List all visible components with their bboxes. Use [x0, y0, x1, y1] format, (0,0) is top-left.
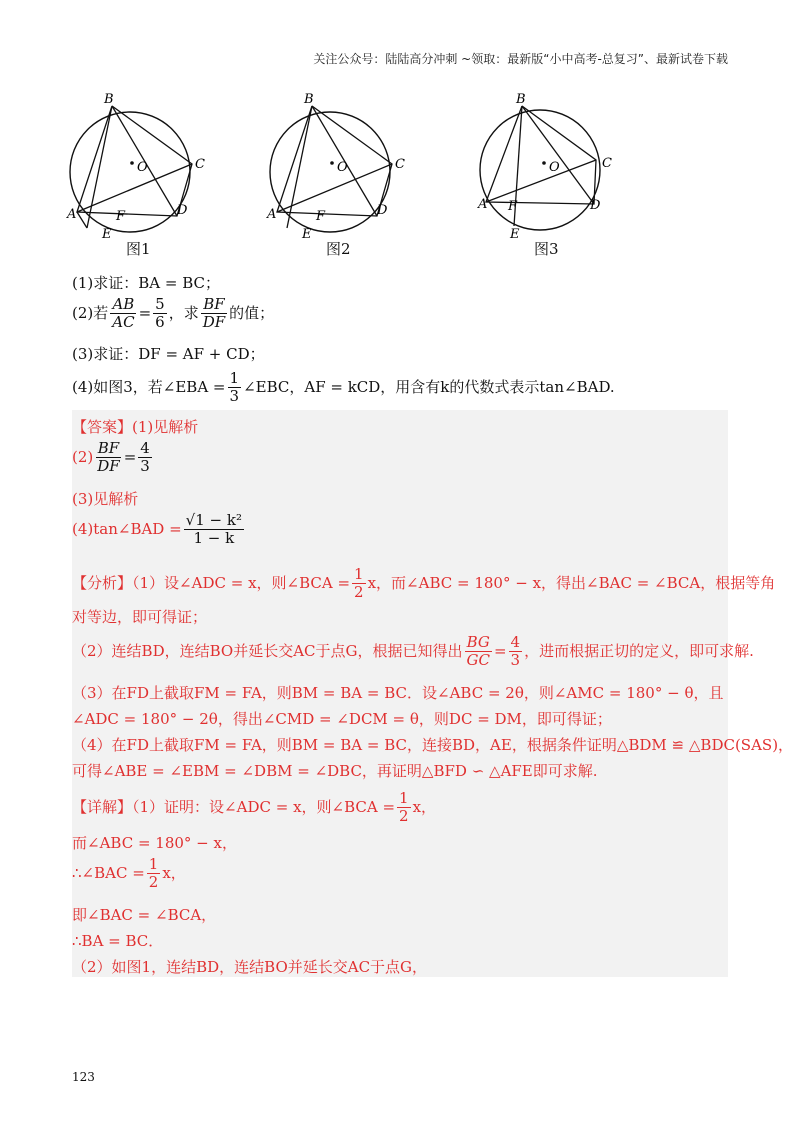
geometry-figures: [64, 90, 664, 265]
svg-text:O: O: [549, 160, 560, 175]
answer-2: (2) $\frac{BF}{DF}$ = $\frac{4}{3}$: [72, 439, 150, 476]
figure-1-caption: 图1: [126, 240, 151, 258]
detail-line-2: 而∠ABC = 180° − x，: [72, 834, 237, 852]
svg-text:A: A: [478, 197, 488, 212]
svg-text:C: C: [395, 157, 405, 172]
svg-text:O: O: [337, 160, 348, 175]
svg-text:B: B: [516, 92, 526, 107]
detail-line-3: ∴∠BAC = $\frac{1}{2}$ x，: [72, 855, 186, 892]
svg-text:C: C: [602, 156, 612, 171]
svg-text:E: E: [102, 227, 112, 240]
detail-line-1: 【详解】（1）证明：设∠ADC = x，则∠BCA = $\frac{1}{2}$ x，: [72, 789, 437, 826]
question-4: (4)如图3，若∠EBA = $\frac{1}{3}$ ∠EBC，AF = kCD，用含有k的代数式表示tan∠BAD.: [72, 369, 615, 406]
svg-text:F: F: [508, 199, 518, 214]
figure-1: [66, 92, 205, 240]
svg-text:D: D: [590, 198, 601, 213]
detail-line-6: （2）如图1，连结BD，连结BO并延长交AC于点G，: [72, 958, 428, 976]
question-3: (3)求证：DF = AF + CD；: [72, 345, 265, 363]
analysis-line-1: 【分析】（1）设∠ADC = x，则∠BCA = $\frac{1}{2}$ x，而∠ABC = 180° − x，得出∠BAC = ∠BCA，根据等角: [72, 565, 776, 602]
answer-3: (3)见解析: [72, 490, 139, 508]
analysis-line-4: （3）在FD上截取FM = FA，则BM = BA = BC．设∠ABC = 2θ，则∠AMC = 180° − θ，且: [72, 684, 724, 702]
analysis-line-5: ∠ADC = 180° − 2θ，得出∠CMD = ∠DCM = θ，则DC = DM，即可得证；: [72, 710, 612, 728]
answer-title-line: 【答案】(1)见解析: [72, 418, 199, 436]
svg-text:O: O: [137, 160, 148, 175]
svg-text:A: A: [267, 207, 277, 222]
figure-3: [477, 92, 612, 240]
svg-text:E: E: [510, 227, 520, 240]
svg-text:C: C: [195, 157, 205, 172]
analysis-line-3: （2）连结BD，连结BO并延长交AC于点G，根据已知得出 $\frac{BG}{GC}$ = $\frac{4}{3}$ ，进而根据正切的定义，即可求解.: [72, 633, 754, 670]
svg-text:E: E: [302, 227, 312, 240]
page-number: 123: [72, 1070, 95, 1084]
analysis-line-2: 对等边，即可得证；: [72, 608, 208, 626]
figure-2: [266, 92, 405, 240]
figure-2-caption: 图2: [326, 240, 351, 258]
svg-text:F: F: [316, 209, 326, 224]
answer-4: (4)tan∠BAD = $\frac{\text{√1 − k²}}{1 - k}$: [72, 511, 242, 548]
svg-text:B: B: [104, 92, 114, 107]
svg-text:B: B: [304, 92, 314, 107]
figure-3-caption: 图3: [534, 240, 559, 258]
svg-text:A: A: [67, 207, 77, 222]
svg-text:D: D: [377, 203, 388, 218]
detail-line-5: ∴BA = BC．: [72, 932, 164, 950]
svg-text:F: F: [116, 209, 126, 224]
question-2: (2)若 $\frac{AB}{AC}$ = $\frac{5}{6}$ ，求 $\frac{BF}{DF}$ 的值；: [72, 295, 275, 332]
question-1: (1)求证：BA = BC；: [72, 274, 220, 292]
page-header: 关注公众号：陆陆高分冲刺 ~领取：最新版“小中高考-总复习”、最新试卷下载: [313, 52, 728, 66]
figures-svg: [64, 90, 664, 240]
detail-line-4: 即∠BAC = ∠BCA，: [72, 906, 217, 924]
analysis-line-6: （4）在FD上截取FM = FA，则BM = BA = BC，连接BD，AE，根据条件证明△BDM ≌ △BDC(SAS)，: [72, 736, 794, 754]
svg-text:D: D: [177, 203, 188, 218]
analysis-line-7: 可得∠ABE = ∠EBM = ∠DBM = ∠DBC，再证明△BFD ∽ △AFE即可求解.: [72, 762, 598, 780]
